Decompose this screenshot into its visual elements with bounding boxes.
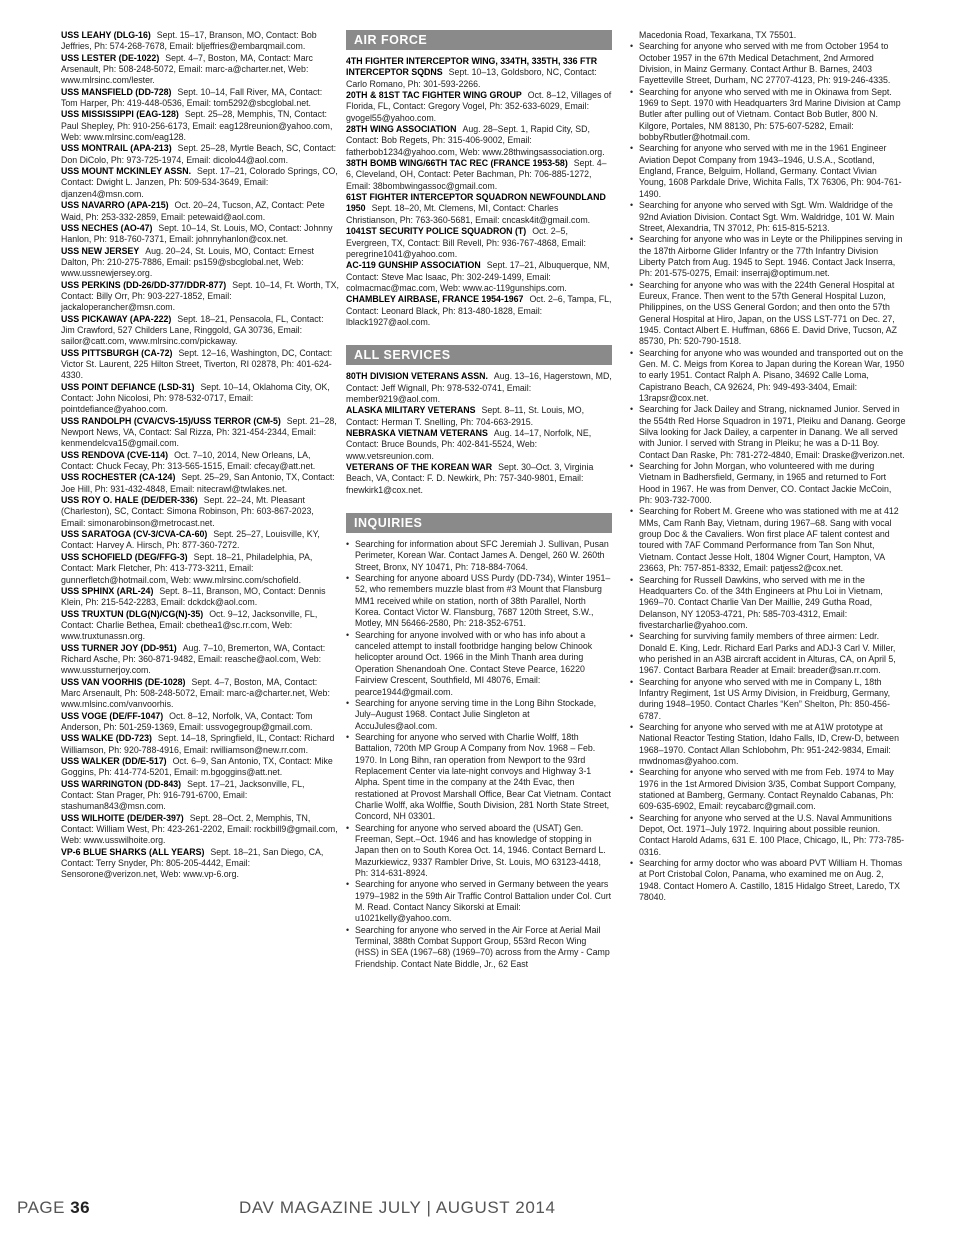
reunion-details: Sept. 21–28, Newport News, VA, Contact: Sal Rizza, Ph: 321-454-2344, Email: kenmendelcva15@gmail.com. <box>61 415 337 449</box>
all-services-heading: ALL SERVICES <box>346 345 612 365</box>
reunion-name: USS TURNER JOY (DD-951) <box>61 642 177 653</box>
reunion-entry <box>61 779 339 813</box>
reunion-name: USS ROCHESTER (CA-124) <box>61 472 176 483</box>
reunion-name: 61ST FIGHTER INTERCEPTOR SQUADRON NEWFOUNDLAND 1950 <box>346 192 606 214</box>
reunion-details: Sept. 25–28, Memphis, TN, Contact: Paul Shepley, Ph: 910-256-6173, Email: eag128reunion@yahoo.com, Web: www.mlrsinc.com/eag128. <box>61 109 333 143</box>
reunion-details: Aug. 14–17, Norfolk, NE, Contact: Bruce Bounds, Ph: 402-841-5524, Web: www.vetsreunion.com. <box>346 427 592 461</box>
inquiry-item: • Searching for anyone serving time in the Long Bihn Stockade, July–August 1968. Contact Julie Singleton at AccuJules@aol.com. <box>346 698 612 732</box>
reunion-entry <box>346 90 612 124</box>
inquiry-item: • Searching for anyone who served in the Air Force at Aerial Mail Terminal, 388th Combat Support Group, 553rd Recon Wing (HSS) in SEA (1967–68) (1969–70) across from the Army - Camp Friendship. Contact Nate Biddle, Jr., 62 East <box>346 925 612 970</box>
reunion-details: Oct. 20–24, Tucson, AZ, Contact: Pete Waid, Ph: 253-332-2859, Email: petewaid@aol.com. <box>61 200 325 222</box>
reunion-details: Sept. 4–7, Boston, MA, Contact: Marc Arsenault, Ph: 508-248-5072, Email: marc-a@charter.net, Web: www.mlrsinc.com/lester. <box>61 52 313 86</box>
reunion-name: USS PERKINS (DD-26/DD-377/DDR-877) <box>61 279 227 290</box>
page-number: 36 <box>70 1198 91 1217</box>
reunion-details: Sept. 22–24, Mt. Pleasant (Charleston), SC, Contact: Simona Robinson, Ph: 603-867-2023, Email: simonarobinson@metrocast.net. <box>61 495 314 528</box>
reunion-name: USS TRUXTUN (DLG(N)/CG(N)-35) <box>61 608 204 619</box>
navy-reunions-column <box>61 30 339 881</box>
reunion-entry <box>346 124 612 158</box>
reunion-entry <box>61 223 339 246</box>
reunion-details: Sept. 4–6, Cleveland, OH, Contact: Peter Bachman, Ph: 706-885-1272, Email: 38bombwingassoc@gmail.com. <box>346 158 607 191</box>
inquiry-item: • Searching for Jack Dailey and Strang, nicknamed Junior. Served in the 554th Red Horse Squadron in 1971, Pleiku and Danang. George Silva looking for Jack Dailey, a carpenter in Danang. We all served with Junior. I served with Strang in Pleiku; he was a D-11 Boy. Contact Dan Raske, Ph: 781-272-4840, Email: Draske@verizon.net. <box>630 404 906 461</box>
reunion-entry <box>61 586 339 609</box>
reunion-entry <box>61 166 339 200</box>
inquiry-item: • Searching for anyone who served at the U.S. Naval Ammunitions Depot, Oct. 1971–July 1972. Inquiring about possible reunion. Contact Harold Adams, 631 E. 100 Place, Chicago, IL, Ph: 773-785-0316. <box>630 813 906 858</box>
reunion-name: USS RENDOVA (CVE-114) <box>61 449 169 460</box>
reunion-details: Sept. 14–18, Springfield, IL, Contact: Richard Williamson, Ph: 920-788-4916, Email: rwilliamson@new.rr.com. <box>61 733 335 755</box>
reunion-details: Oct. 2–6, Tampa, FL, Contact: Leonard Black, Ph: 813-480-1828, Email: lblack1927@aol.com. <box>346 294 612 327</box>
reunion-entry <box>346 158 612 192</box>
reunion-name: USS WALKE (DD-723) <box>61 733 152 744</box>
reunion-name: USS MANSFIELD (DD-728) <box>61 86 172 97</box>
reunion-details: Sept. 17–21, Colorado Springs, CO, Contact: Dwight L. Janzen, Ph: 509-534-3649, Email: djanzen4@msn.com. <box>61 166 338 199</box>
reunion-entry <box>61 109 339 143</box>
inquiry-item: • Searching for anyone who was in Leyte or the Philippines serving in the 187th Airborne Glider Infantry or the 77th Infantry Division Liberty Patch from Aug. 1945 to Sept. 1946. Contact Jack Inserra, Ph: 201-575-0275, Email: inserraj@optimum.net. <box>630 234 906 279</box>
inquiry-item: • Searching for anyone who served in Germany between the years 1979–1982 in the 59th Air Traffic Control Battalion under Col. Curt M. Read. Contact Nancy Sikorski at Email: u1021kelly@yahoo.com. <box>346 879 612 924</box>
reunion-entry <box>346 192 612 226</box>
inquiry-item: • Searching for anyone who served with Sgt. Wm. Waldridge of the 92nd Aviation Division. Contact Sgt. Wm. Waldridge, 101 W. Main Street, Alexandria, TN 37012, Ph: 615-815-5213. <box>630 200 906 234</box>
reunion-name: 38TH BOMB WING/66TH TAC REC (FRANCE 1953-58) <box>346 158 568 169</box>
reunion-details: Sept. 10–14, Oklahoma City, OK, Contact: John Nicolosi, Ph: 978-532-0717, Email: pointdefiance@yahoo.com. <box>61 381 330 415</box>
reunion-entry <box>346 56 612 90</box>
reunion-details: Sept. 10–14, Fall River, MA, Contact: Tom Harper, Ph: 419-448-0536, Email: tom5292@sbcglobal.net. <box>61 86 323 109</box>
reunion-entry <box>61 643 339 677</box>
reunion-entry <box>346 226 612 260</box>
inquiry-item: • Searching for anyone who served with me at A1W prototype at National Reactor Testing Station, Idaho Falls, ID, Crew-D, between 1968–1970. Contact Allan Schlobohm, Ph: 951-242-9834, Email: mwdnomas@yahoo.com. <box>630 722 906 767</box>
reunion-details: Oct. 8–12, Norfolk, VA, Contact: Tom Anderson, Ph: 501-259-1369, Email: ussvogegroup@gmail.com. <box>61 710 313 732</box>
reunion-name: USS VAN VOORHIS (DE-1028) <box>61 676 186 687</box>
reunion-name: USS MISSISSIPPI (EAG-128) <box>61 109 179 120</box>
inquiry-item: • Searching for anyone involved with or who has info about a canceled attempt to install footbridge hanging below Chinook helicopter around Oct. 1966 in the Minh Thanh area during Operation Shenandoah One. Contact Steve Pearce, 16220 Fairview Crescent, Southfield, MI 48076, Email: pearce1944@gmail.com. <box>346 630 612 698</box>
reunion-details: Sept. 30–Oct. 3, Virginia Beach, VA, Contact: F. D. Newkirk, Ph: 757-340-9801, Email: fnewkirk1@cox.net. <box>346 462 594 495</box>
inquiry-item: • Searching for anyone who served with me in Okinawa from Sept. 1969 to Sept. 1970 with Headquarters 3rd Marine Division at Camp Butler after pulling out of Vietnam. Contact Bob Butler, 800 N. Kilgore, Portales, NM 88130, Ph: 575-607-5282, Email: bobbyRbutler@hotmail.com. <box>630 87 906 144</box>
reunion-name: USS SARATOGA (CV-3/CVA-CA-60) <box>61 529 208 540</box>
reunion-details: Oct. 7–10, 2014, New Orleans, LA, Contact: Chuck Fecay, Ph: 313-565-1515, Email: cfecay@att.net. <box>61 449 316 472</box>
reunion-details: Aug. 28–Sept. 1, Rapid City, SD, Contact: Bob Regets, Ph: 315-406-9002, Email: fatherbob1234@yahoo.com, Web: www.28thwingsassociation.org. <box>346 124 605 157</box>
inquiry-item: • Searching for surviving family members of three airmen: Ledr. Donald E. King, Ledr. Richard Earl Parks and ADJ-3 Carl V. Miller, who perished in an A3B aircraft accident in Alturas, CA, on April 5, 1967. Contact Barbara Reader at Email: breader@san.rr.com. <box>630 631 906 676</box>
inquiry-item: • Searching for Russell Dawkins, who served with me in the Headquarters Co. of the 34th Engineers at Phu Loi in Vietnam, 1969–70. Contact Charlie Van Der Maillie, 249 Gutha Road, Delanson, NY 12053-4721, Ph: 585-703-4312, Email: fivestarcharlie@yahoo.com. <box>630 575 906 632</box>
inquiries-list <box>346 539 612 970</box>
page-footer <box>17 1198 717 1222</box>
reunion-entry <box>346 462 612 496</box>
reunion-details: Sept. 25–29, San Antonio, TX, Contact: Joe Hill, Ph: 931-432-4848, Email: nitecrawl@twlakes.net. <box>61 472 335 494</box>
reunion-details: Sept. 10–13, Goldsboro, NC, Contact: Carlo Romano, Ph: 301-593-2266. <box>346 67 597 89</box>
reunion-name: USS PITTSBURGH (CA-72) <box>61 347 173 358</box>
inquiry-item: • Searching for anyone who served with Charlie Wolff, 18th Battalion, 720th MP Group A Company from Nov. 1968 – Feb. 1970. In Long Bihn, ran operation from Newport to the 93rd Replacement Center via late-night convoys and Highway 3-1 Alpha. Spent time in the company at the 24th Evac, then restationed at Provost Marshall Office, Bear Cat Vietnam. Contact Charlie Wolff, aka Wolffie, South Division, 281 North State Street, Concord, NH 03301. <box>346 732 612 823</box>
reunion-details: Sept. 4–7, Boston, MA, Contact: Marc Arsenault, Ph: 508-248-5072, Email: marc-a@charter.net, Web: www.mlsinc.com/vanvoorhis. <box>61 676 330 710</box>
inquiry-item: • Searching for anyone aboard USS Purdy (DD-734), Winter 1951–52, who remembers muzzle blast from #3 Mount that Flansburg MM1 received while on station, north of 38th Parallel, North Korea. Contact Victor W. Flansburg, 7687 120th Street, S.W., Motley, MN 56466-2580, Ph: 218-352-6751. <box>346 573 612 630</box>
reunion-name: USS LEAHY (DLG-16) <box>61 30 151 40</box>
reunion-entry <box>61 382 339 416</box>
inquiry-item: • Searching for army doctor who was aboard PVT William H. Thomas at Port Cristobal Colon, Panama, who examined me on Aug. 2, 1948. Contact Homero A. Castillo, 1815 Hidalgo Street, Laredo, TX 78040. <box>630 858 906 903</box>
air-force-heading: AIR FORCE <box>346 30 612 50</box>
inquiry-item: • Searching for anyone who was with the 224th General Hospital at Eureux, France. Then went to the 57th General Hospital Luzon, Philippines, on the USS General Gordon; and then onto the 57th General Hospital at Hiro, Japan, on the USS LST-771 on Dec. 27, 1945. Contact Albert E. Huffman, 6866 E. David Drive, Tucson, AZ 85730, Ph: 520-790-1518. <box>630 280 906 348</box>
reunion-entry <box>61 30 339 53</box>
reunion-details: Oct. 8–12, Villages of Florida, FL, Contact: Gregory Vogel, Ph: 352-633-6029, Email: gvogel55@yahoo.com. <box>346 90 612 123</box>
reunion-details: Sept. 17–21, Jacksonville, FL, Contact: Stan Prager, Ph: 916-791-6700, Email: stashuman843@msn.com. <box>61 778 305 812</box>
inquiries-list-continued <box>630 41 906 903</box>
reunion-entry <box>61 529 339 552</box>
reunion-entry <box>61 472 339 495</box>
reunion-entry <box>346 294 612 328</box>
reunion-entry <box>61 87 339 110</box>
reunion-details: Sept. 18–21, Philadelphia, PA, Contact: Mark Fletcher, Ph: 413-773-3211, Email: gunnerfletch@hotmail.com, Web: www.mlrsinc.com/schofield. <box>61 551 313 585</box>
reunion-details: Sept. 17–21, Albuquerque, NM, Contact: Steve Mac Isaac, Ph: 302-249-1499, Email: colmacmac@mac.com, Web: www.ac-119gunships.com. <box>346 260 610 293</box>
reunion-entry <box>61 348 339 382</box>
reunion-name: USS PICKAWAY (APA-222) <box>61 313 172 324</box>
reunion-entry <box>61 711 339 734</box>
reunion-name: USS RANDOLPH (CVA/CVS-15)/USS TERROR (CM-5) <box>61 415 281 426</box>
reunion-entry <box>61 314 339 348</box>
reunion-details: Sept. 28–Oct. 2, Memphis, TN, Contact: William West, Ph: 423-261-2202, Email: rockbill9@gmail.com, Web: www.usswilhoite.org. <box>61 812 338 846</box>
reunion-entry <box>61 677 339 711</box>
reunion-entry <box>61 246 339 280</box>
reunion-details: Oct. 6–9, San Antonio, TX, Contact: Mike Goggins, Ph: 414-774-5201, Email: m.bgoggins@att.net. <box>61 756 333 778</box>
reunion-name: 4TH FIGHTER INTERCEPTOR WING, 334TH, 335TH, 336 FTR INTERCEPTOR SQDNS <box>346 56 598 78</box>
reunion-name: USS WALKER (DD/E-517) <box>61 756 167 766</box>
reunion-name: AC-119 GUNSHIP ASSOCIATION <box>346 260 481 271</box>
reunion-details: Sept. 8–11, St. Louis, MO, Contact: Herman T. Snelling, Ph: 704-663-2915. <box>346 405 585 427</box>
reunion-name: USS VOGE (DE/FF-1047) <box>61 710 164 721</box>
reunion-entry <box>61 200 339 223</box>
reunion-name: USS LESTER (DE-1022) <box>61 52 160 63</box>
inquiry-item: • Searching for anyone who served with me from October 1954 to October 1957 in the 67th Medical Detachment, 2nd Armored Division, in Mainz Germany. Contact Arthur B. Barnes, 2403 Fayetteville Street, Durham, NC 27707-4123, Ph: 919-246-4335. <box>630 41 906 86</box>
reunion-details: Aug. 13–16, Hagerstown, MD, Contact: Jeff Wignall, Ph: 978-532-0741, Email: member9219@aol.com. <box>346 371 612 404</box>
reunion-name: 20TH & 81ST TAC FIGHTER WING GROUP <box>346 90 522 101</box>
reunion-name: 80TH DIVISION VETERANS ASSN. <box>346 371 488 382</box>
middle-column <box>346 30 612 970</box>
reunion-entry <box>346 371 612 405</box>
inquiry-item: • Searching for Robert M. Greene who was stationed with me at 412 MMs, Cam Ranh Bay, Vietnam, during 1967–68. Sang with vocal group Doc & the Cavaliers. Won first place AF talent contest and toured with 7AF Command Performance from Tan Son Nhut, Vietnam. Contact Jesse Holt, 1804 Wigner Court, Hampton, VA 23663, Ph: 757-851-8332, Email: patjess2@cox.net. <box>630 506 906 574</box>
reunion-details: Sept. 18–21, Pensacola, FL, Contact: Jim Crawford, 527 Childers Lane, Ringgold, GA 30736, Email: sailor@catt.com, www.mlrsinc.com/pickaway. <box>61 313 324 347</box>
inquiry-item: • Searching for anyone who served with me from Feb. 1974 to May 1976 in the 1st Armored Division 3/35, Combat Support Company, stationed at Bamberg, Germany. Contact Reynaldo Cabanas, Ph: 609-635-6902, Email: reycabarc@gmail.com. <box>630 767 906 812</box>
reunion-name: VP-6 BLUE SHARKS (ALL YEARS) <box>61 846 205 857</box>
inquiries-continued-column <box>630 30 906 903</box>
reunion-name: USS WILHOITE (DE/DER-397) <box>61 812 184 823</box>
reunion-entry <box>61 756 339 779</box>
reunion-entry <box>61 609 339 643</box>
reunion-entry <box>346 428 612 462</box>
reunion-name: CHAMBLEY AIRBASE, FRANCE 1954-1967 <box>346 294 524 305</box>
reunion-name: ALASKA MILITARY VETERANS <box>346 405 476 416</box>
magazine-title: DAV MAGAZINE JULY | AUGUST 2014 <box>239 1198 556 1217</box>
reunion-entry <box>61 733 339 756</box>
reunion-name: USS SPHINX (ARL-24) <box>61 585 154 596</box>
reunion-entry <box>61 552 339 586</box>
reunion-name: USS WARRINGTON (DD-843) <box>61 778 182 789</box>
inquiry-item: • Searching for information about SFC Jeremiah J. Sullivan, Pusan Perimeter, Korean War. Contact James A. Dengel, 260 W. 260th Street, Bronx, NY 10471, Ph: 718-884-7064. <box>346 539 612 573</box>
reunion-name: NEBRASKA VIETNAM VETERANS <box>346 427 488 438</box>
reunion-entry <box>346 405 612 428</box>
reunion-entry <box>61 450 339 473</box>
reunion-name: VETERANS OF THE KOREAN WAR <box>346 462 493 472</box>
inquiry-item: • Searching for anyone who served with me in the 1961 Engineer Aviation Depot Company from 1943–1946, U.S.A., Scotland, England, France, Belguim, Holland, Germany. Contact Vivian Young, 1608 Parkdale Drive, Wichita Falls, TX 76306, Ph: 904-761-1490. <box>630 143 906 200</box>
reunion-details: Aug. 7–10, Bremerton, WA, Contact: Richard Asche, Ph: 360-871-9482, Email: reasche@aol.com, Web: www.ussturnerjoy.com. <box>61 642 326 676</box>
reunion-details: Sept. 15–17, Branson, MO, Contact: Bob Jeffries, Ph: 574-268-7678, Email: bljeffries@embarqmail.com. <box>61 30 317 52</box>
reunion-name: USS MOUNT MCKINLEY ASSN. <box>61 166 192 177</box>
reunion-details: Sept. 8–11, Branson, MO, Contact: Dennis Klein, Ph: 215-542-2283, Email: dckdck@aol.com. <box>61 585 326 608</box>
reunion-entry <box>61 495 339 529</box>
reunion-details: Sept. 10–14, St. Louis, MO, Contact: Johnny Hanlon, Ph: 918-760-7371, Email: johnnyhanlon@cox.net. <box>61 222 333 245</box>
reunion-entry <box>61 847 339 881</box>
reunion-entry <box>61 280 339 314</box>
reunion-name: USS NAVARRO (APA-215) <box>61 200 169 211</box>
reunion-entry <box>61 416 339 450</box>
inquiry-item: • Searching for anyone who served aboard the (USAT) Gen. Freeman, Sept.–Oct. 1946 and has knowledge of stopping in Japan then on to South Korea Oct. 14, 1946. Contact Bernard L. Mazurkiewicz, 9337 Rambler Drive, St. Louis, MO 63123-4418, Ph: 314-631-8924. <box>346 823 612 880</box>
reunion-entry <box>61 813 339 847</box>
inquiries-heading: INQUIRIES <box>346 513 612 533</box>
reunion-entry <box>61 143 339 166</box>
reunion-name: USS SCHOFIELD (DEG/FFG-3) <box>61 551 188 562</box>
reunion-name: USS MONTRAIL (APA-213) <box>61 143 172 154</box>
inquiry-item: • Searching for John Morgan, who volunteered with me during Vietnam in Badhersfield, Germany, in 1965 and returned to Fort Hood in 1967. He was from Denver, CO. Contact Jackie McCoin, Ph: 903-732-7000. <box>630 461 906 506</box>
reunion-name: USS POINT DEFIANCE (LSD-31) <box>61 381 195 392</box>
reunion-details: Sept. 18–21, San Diego, CA, Contact: Terry Snyder, Ph: 805-205-4442, Email: Sensorone@verizon.net, Web: www.vp-6.org. <box>61 846 324 880</box>
reunion-name: 28TH WING ASSOCIATION <box>346 124 457 135</box>
reunion-name: USS NEW JERSEY <box>61 245 140 256</box>
reunion-details: Sept. 18–20, Mt. Clemens, MI, Contact: Charles Christianson, Ph: 763-360-5681, Email: cncask4it@gmail.com. <box>346 203 591 225</box>
air-force-list <box>346 56 612 328</box>
all-services-list <box>346 371 612 496</box>
reunion-details: Oct. 9–12, Jacksonville, FL, Contact: Charlie Bethea, Email: cbethea1@sc.rr.com, Web: www.truxtunassn.org. <box>61 608 318 642</box>
reunion-details: Sept. 25–27, Louisville, KY, Contact: Harvey A. Hirsch, Ph: 877-360-7272. <box>61 529 320 551</box>
inquiry-item: • Searching for anyone who served with me in Company L, 18th Infantry Regiment, 1st US Army Division, in Freidburg, Germany, during 1948–1950. Contact Charles “Ken” Shelton, Ph: 850-456-6787. <box>630 677 906 722</box>
reunion-details: Sept. 25–28, Myrtle Beach, SC, Contact: Don DiColo, Ph: 973-725-1974, Email: dicolo44@aol.com. <box>61 143 337 165</box>
page-number-label: PAGE 36 <box>17 1198 91 1217</box>
inquiry-continuation: Macedonia Road, Texarkana, TX 75501. <box>639 30 797 40</box>
reunion-name: USS NECHES (AO-47) <box>61 222 153 233</box>
reunion-details: Sept. 12–16, Washington, DC, Contact: Victor St. Laurent, 225 Hilton Street, Tiverton, RI 02878, Ph: 401-624-4330. <box>61 347 333 381</box>
reunion-entry <box>61 53 339 87</box>
reunion-name: 1041ST SECURITY POLICE SQUADRON (T) <box>346 226 527 237</box>
reunion-details: Oct. 2–5, Evergreen, TX, Contact: Bill Revell, Ph: 936-767-4868, Email: peregrine1041@yahoo.com. <box>346 226 586 259</box>
reunion-name: USS ROY O. HALE (DE/DER-336) <box>61 495 198 506</box>
reunion-details: Sept. 10–14, Ft. Worth, TX, Contact: Billy Orr, Ph: 903-227-1852, Email: jackaloperancher@msn.com. <box>61 279 339 313</box>
reunion-details: Aug. 20–24, St. Louis, MO, Contact: Ernest Dalton, Ph: 210-275-7886, Email: ps159@sbcglobal.net, Web: www.ussnewjersey.org. <box>61 245 314 279</box>
reunion-entry <box>346 260 612 294</box>
inquiry-item: • Searching for anyone who was wounded and transported out on the Gen. M. C. Meigs from Korea to Japan during the Korean War, 1950 to early 1951. Contact Ralph A. Pisano, 34692 Calle Loma, Capistrano Beach, CA 92624, Ph: 949-493-3404, Email: 13rapsr@cox.net. <box>630 348 906 405</box>
